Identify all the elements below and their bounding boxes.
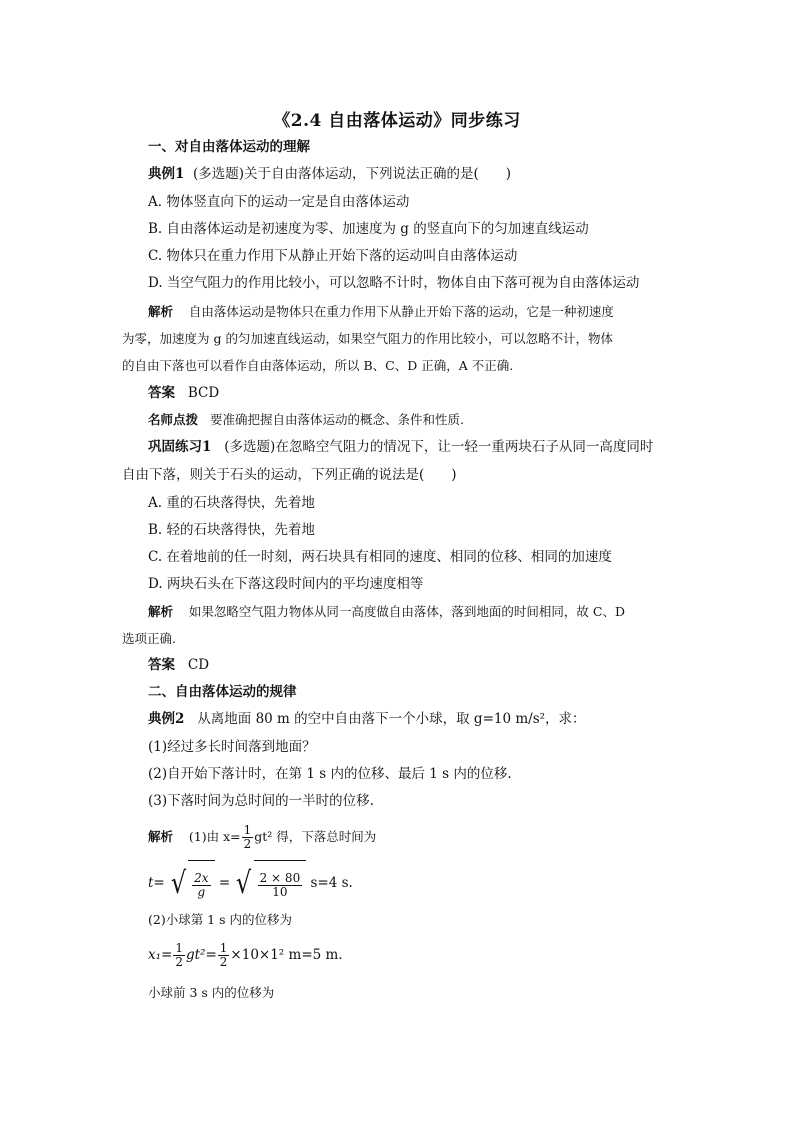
example-1-tip-text: 要准确把握自由落体运动的概念、条件和性质. — [209, 412, 464, 427]
example-2-time-equation: t= √ $\frac{2x}{g}$ = √ $\frac{2 \times 80}{10}$ s=4 s. — [148, 860, 353, 907]
practice-1-option-d: D. 两块石头在下落这段时间内的平均速度相等 — [148, 576, 424, 592]
example-1-label: 典例1 — [148, 166, 185, 182]
example-2-question-2: (2)自开始下落计时，在第 1 s 内的位移、最后 1 s 内的位移. — [148, 766, 512, 782]
practice-1-stem-line-1: 巩固练习1 (多选题)在忽略空气阻力的情况下，让一轻一重两块石子从同一高度同时 — [148, 439, 654, 455]
practice-1-answer-label: 答案 — [148, 657, 175, 673]
example-2-label: 典例2 — [148, 711, 185, 727]
practice-1-option-a: A. 重的石块落得快，先着地 — [148, 495, 315, 511]
practice-1-option-b: B. 轻的石块落得快，先着地 — [148, 522, 316, 538]
example-1-analysis-label: 解析 — [148, 304, 174, 319]
example-1-analysis-line-3: 的自由下落也可以看作自由落体运动，所以 B、C、D 正确，A 不正确. — [122, 358, 514, 373]
example-1-option-d: D. 当空气阻力的作用比较小，可以忽略不计时，物体自由下落可视为自由落体运动 — [148, 275, 640, 291]
page-title: 《2.4 自由落体运动》同步练习 — [273, 111, 521, 131]
example-1-answer-value: BCD — [187, 385, 220, 401]
practice-1-analysis-line-1: 解析 如果忽略空气阻力物体从同一高度做自由落体，落到地面的时间相同，故 C、D — [148, 604, 625, 619]
practice-1-option-c: C. 在着地前的任一时刻，两石块具有相同的速度、相同的位移、相同的加速度 — [148, 549, 612, 565]
example-1-analysis-line-1: 解析 自由落体运动是物体只在重力作用下从静止开始下落的运动，它是一种初速度 — [148, 304, 614, 319]
example-1-tip-label: 名师点拨 — [148, 412, 199, 427]
practice-1-label: 巩固练习1 — [148, 439, 212, 455]
fraction-half: $\frac{1}{2}$ — [243, 823, 252, 851]
example-1-analysis-line-2: 为零，加速度为 g 的匀加速直线运动，如果空气阻力的作用比较小，可以忽略不计，物体 — [122, 331, 613, 346]
example-2-analysis-line-3: 小球前 3 s 内的位移为 — [148, 985, 275, 1000]
practice-1-analysis-label: 解析 — [148, 604, 174, 619]
fraction-half: $\frac{1}{2}$ — [175, 941, 183, 969]
example-1-stem — [148, 165, 511, 183]
example-2-question-1: (1)经过多长时间落到地面？ — [148, 739, 316, 755]
example-1-answer — [148, 384, 219, 402]
example-2-question: 从离地面 80 m 的空中自由落下一个小球，取 g=10 m/s²，求： — [197, 711, 586, 727]
example-2-analysis-line-2: (2)小球第 1 s 内的位移为 — [148, 912, 292, 927]
sqrt-2x80-over-10: √ $\frac{2 \times 80}{10}$ — [234, 860, 306, 907]
fraction-half: $\frac{1}{2}$ — [219, 941, 228, 969]
practice-1-answer-value: CD — [187, 657, 210, 673]
section-heading-2: 二、自由落体运动的规律 — [148, 684, 297, 700]
example-2-analysis-label: 解析 — [148, 829, 174, 844]
example-1-option-c: C. 物体只在重力作用下从静止开始下落的运动叫自由落体运动 — [148, 248, 518, 264]
example-1-option-a: A. 物体竖直向下的运动一定是自由落体运动 — [148, 194, 410, 210]
practice-1-answer — [148, 656, 209, 674]
example-2-question-3: (3)下落时间为总时间的一半时的位移. — [148, 793, 374, 809]
example-1-tip — [148, 411, 464, 429]
practice-1-analysis-line-2: 选项正确. — [122, 631, 176, 646]
sqrt-2x-over-g: √ $\frac{2x}{g}$ — [169, 860, 215, 907]
example-2-analysis-line-1: 解析 (1)由 x= $\frac{1}{2}$ gt² 得，下落总时间为 — [148, 823, 377, 851]
example-1-option-b: B. 自由落体运动是初速度为零、加速度为 g 的竖直向下的匀加速直线运动 — [148, 221, 589, 237]
example-1-answer-label: 答案 — [148, 385, 175, 401]
example-2-stem — [148, 710, 586, 728]
practice-1-stem-line-2: 自由下落，则关于石头的运动，下列正确的说法是( ) — [122, 467, 457, 483]
section-heading-1: 一、对自由落体运动的理解 — [148, 139, 310, 155]
example-1-question: (多选题)关于自由落体运动，下列说法正确的是( ) — [193, 166, 512, 182]
example-2-displacement-equation: x₁= $\frac{1}{2}$ gt²= $\frac{1}{2}$ ×10×1² m=5 m. — [148, 941, 343, 969]
